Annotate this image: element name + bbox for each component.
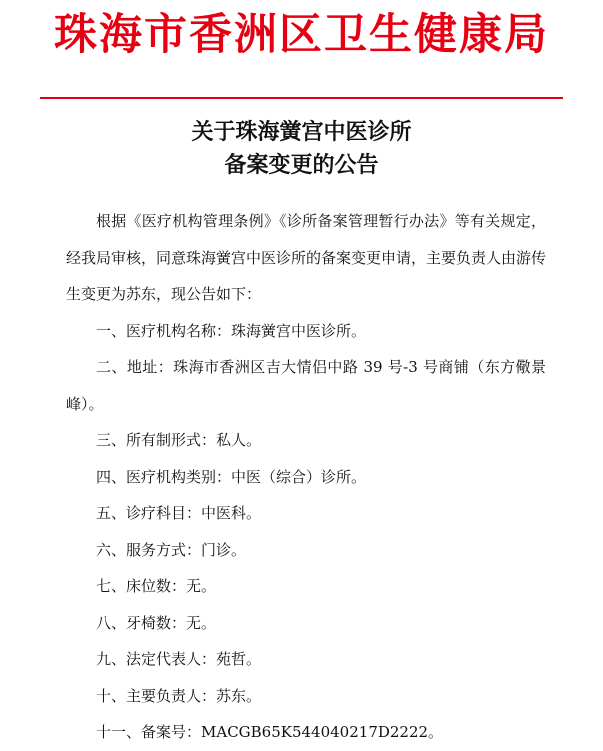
item-dental-chairs: 八、牙椅数：无。 xyxy=(96,613,217,632)
item-filing-number: 十一、备案号：MACGB65K544040217D2222。 xyxy=(96,723,444,741)
title-line-1: 关于珠海黉宫中医诊所 xyxy=(191,119,412,145)
item-category: 四、医疗机构类别：中医（综合）诊所。 xyxy=(96,467,367,486)
item-name: 一、医疗机构名称：珠海黉宫中医诊所。 xyxy=(96,321,367,340)
item-principal: 十、主要负责人：苏东。 xyxy=(96,686,262,705)
item-address: 二、地址：珠海市香洲区吉大情侣中路 39 号-3 号商铺（东方儆景峰）。 xyxy=(66,358,546,413)
item-departments: 五、诊疗科目：中医科。 xyxy=(96,504,262,522)
letterhead-org-name: 珠海市香洲区卫生健康局 xyxy=(54,10,549,60)
intro-paragraph: 根据《医疗机构管理条例》《诊所备案管理暂行办法》等有关规定，经我局审核，同意珠海黉宫中医诊所的备案变更申请，主要负责人由游传生变更为苏东，现公告如下： xyxy=(66,212,547,303)
item-legal-rep: 九、法定代表人：苑哲。 xyxy=(96,650,262,668)
item-service: 六、服务方式：门诊。 xyxy=(96,540,247,559)
item-ownership: 三、所有制形式：私人。 xyxy=(96,431,262,449)
document-title xyxy=(0,116,603,182)
title-line-2: 备案变更的公告 xyxy=(224,152,379,178)
document-body xyxy=(66,203,546,751)
letterhead-red-rule xyxy=(40,97,563,99)
item-beds: 七、床位数：无。 xyxy=(96,577,217,595)
